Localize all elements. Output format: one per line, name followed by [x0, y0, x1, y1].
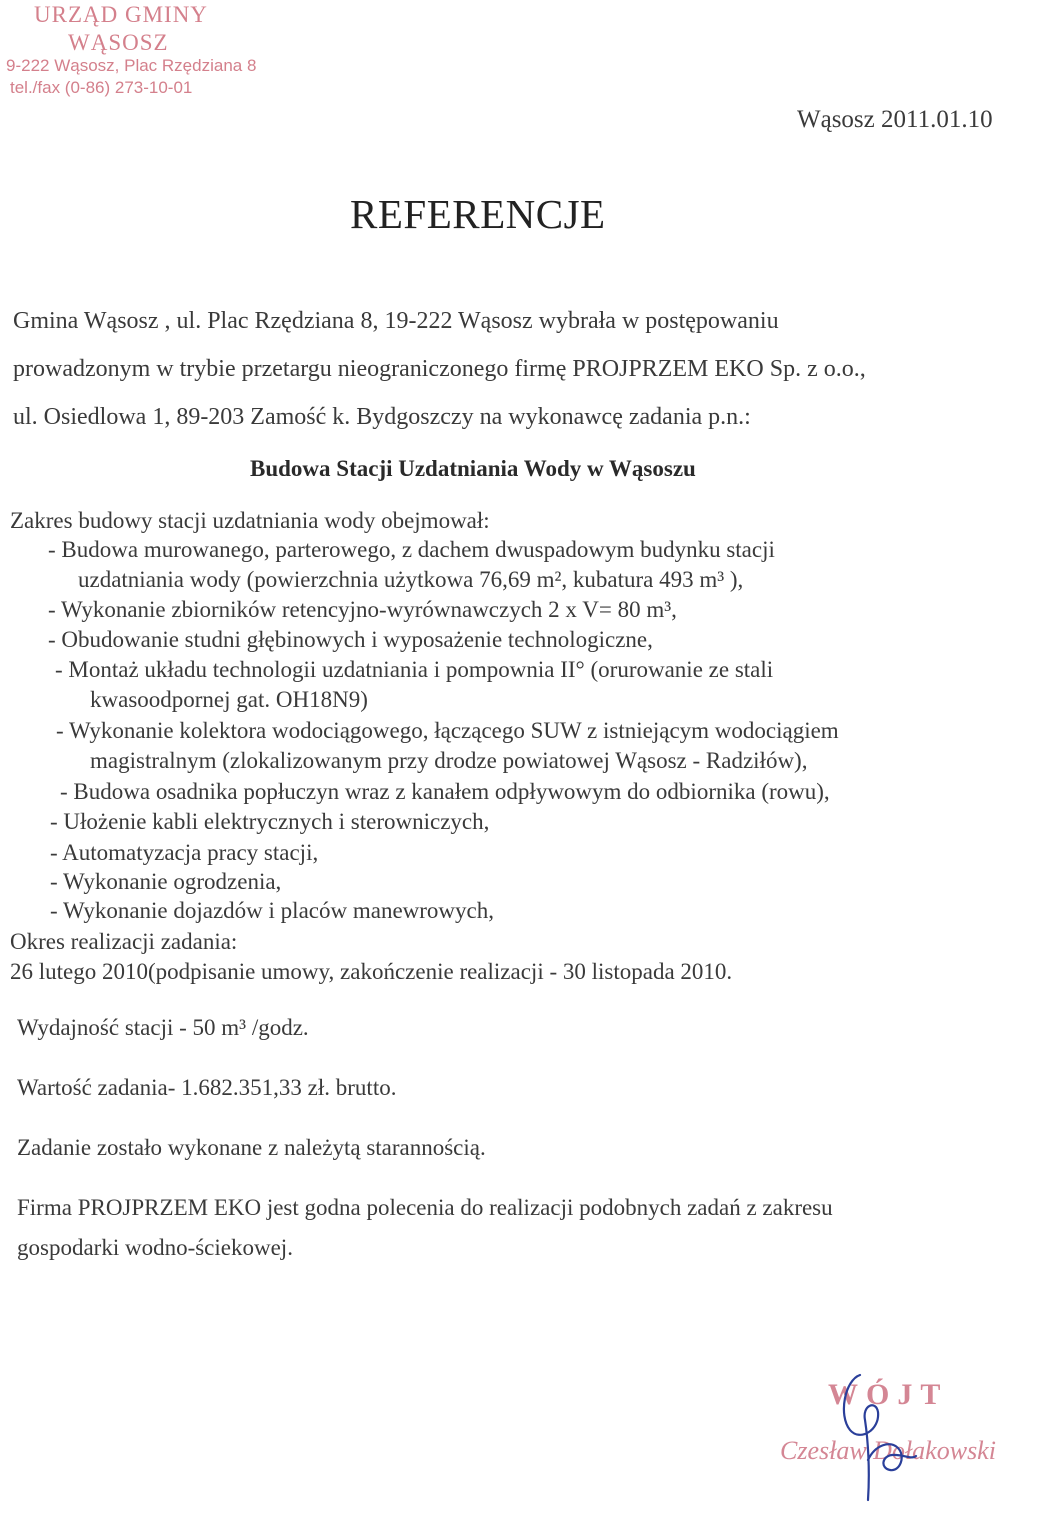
scope-item: - Budowa osadnika popłuczyn wraz z kanałem odpływowym do odbiornika (rowu),: [60, 779, 830, 804]
period-heading: Okres realizacji zadania:: [10, 929, 238, 954]
scope-item: - Ułożenie kabli elektrycznych i sterowniczych,: [50, 809, 490, 834]
intro-line: prowadzonym w trybie przetargu nieograniczonego firmę PROJPRZEM EKO Sp. z o.o.,: [13, 356, 866, 382]
stamp-office-name: URZĄD GMINY: [34, 2, 208, 27]
intro-line: Gmina Wąsosz , ul. Plac Rzędziana 8, 19-222 Wąsosz wybrała w postępowaniu: [13, 308, 779, 334]
scope-item: - Wykonanie zbiorników retencyjno-wyrównawczych 2 x V= 80 m³,: [48, 597, 677, 622]
scope-item: - Obudowanie studni głębinowych i wyposażenie technologiczne,: [48, 627, 653, 652]
scope-item: - Wykonanie dojazdów i placów manewrowych,: [50, 898, 494, 923]
recommendation-line: Firma PROJPRZEM EKO jest godna polecenia do realizacji podobnych zadań z zakresu: [17, 1195, 833, 1220]
scope-item: - Budowa murowanego, parterowego, z dachem dwuspadowym budynku stacji: [48, 537, 775, 562]
handwritten-signature-icon: [820, 1360, 940, 1520]
scope-item: kwasoodpornej gat. OH18N9): [90, 687, 368, 712]
scope-item: uzdatniania wody (powierzchnia użytkowa 76,69 m², kubatura 493 m³ ),: [78, 567, 744, 592]
stamp-municipality: WĄSOSZ: [68, 30, 169, 55]
task-value: Wartość zadania- 1.682.351,33 zł. brutto.: [17, 1075, 397, 1100]
task-title: Budowa Stacji Uzdatniania Wody w Wąsoszu: [250, 456, 696, 481]
scope-item: - Automatyzacja pracy stacji,: [50, 840, 319, 865]
signature-role: WÓJT: [828, 1378, 949, 1411]
signature-name: Czesław Dołakowski: [780, 1436, 996, 1465]
scope-item: magistralnym (zlokalizowanym przy drodze powiatowej Wąsosz - Radziłów),: [90, 748, 808, 773]
scope-item: - Wykonanie ogrodzenia,: [50, 869, 282, 894]
station-capacity: Wydajność stacji - 50 m³ /godz.: [17, 1015, 309, 1040]
intro-line: ul. Osiedlowa 1, 89-203 Zamość k. Bydgoszczy na wykonawcę zadania p.n.:: [13, 404, 751, 430]
period-text: 26 lutego 2010(podpisanie umowy, zakończenie realizacji - 30 listopada 2010.: [10, 959, 733, 984]
document-title: REFERENCJE: [350, 191, 606, 237]
diligence-statement: Zadanie zostało wykonane z należytą starannością.: [17, 1135, 486, 1160]
scope-heading: Zakres budowy stacji uzdatniania wody obejmował:: [10, 508, 490, 533]
stamp-address: 9-222 Wąsosz, Plac Rzędziana 8: [6, 56, 257, 75]
scope-item: - Wykonanie kolektora wodociągowego, łączącego SUW z istniejącym wodociągiem: [56, 718, 839, 743]
stamp-phone: tel./fax (0-86) 273-10-01: [10, 78, 193, 97]
scope-item: - Montaż układu technologii uzdatniania i pompownia II° (orurowanie ze stali: [55, 657, 774, 682]
document-date: Wąsosz 2011.01.10: [797, 106, 993, 133]
recommendation-line: gospodarki wodno-ściekowej.: [17, 1235, 293, 1260]
